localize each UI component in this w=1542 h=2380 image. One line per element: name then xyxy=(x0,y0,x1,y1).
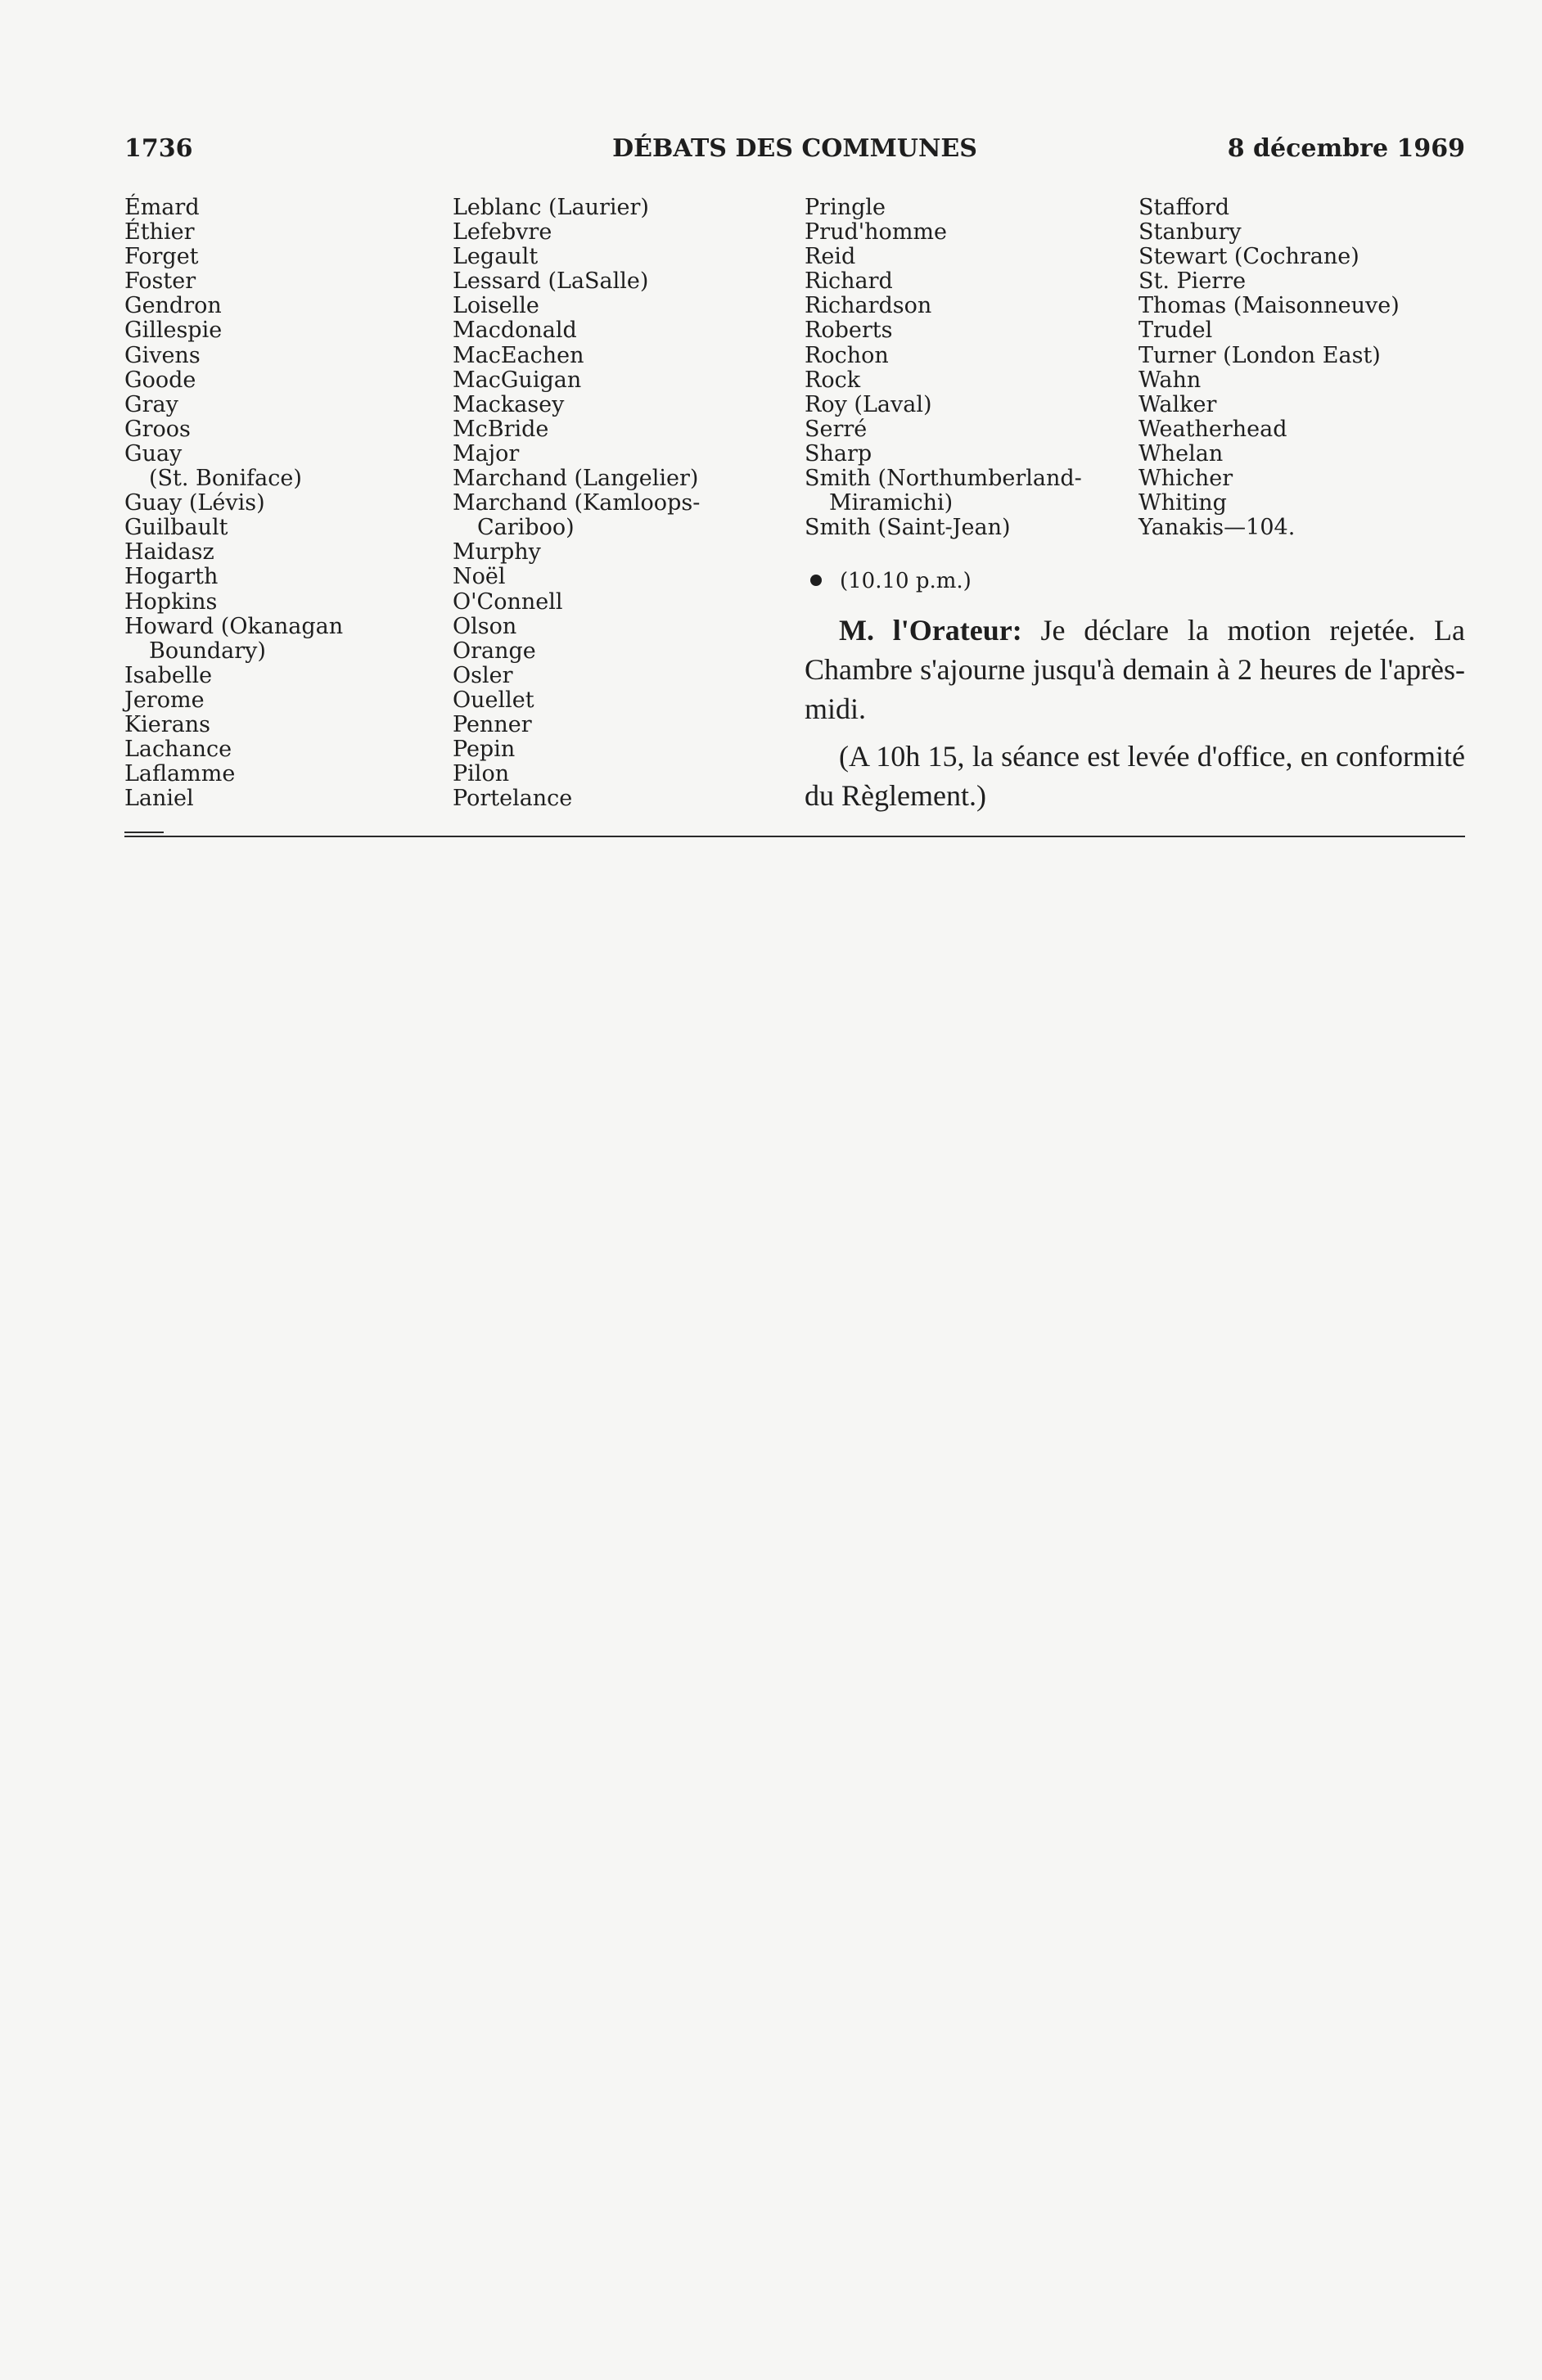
speech-text: Je déclare la motion rejetée. La Chambre s'ajourne jusqu'à demain à 2 heures de l'après-midi. xyxy=(805,614,1465,725)
member-name: Trudel xyxy=(1138,318,1213,344)
member-name: Stewart (Cochrane) xyxy=(1138,244,1359,270)
member-name: Jerome xyxy=(124,687,205,713)
member-name: Howard (Okanagan xyxy=(124,613,344,639)
member-name: Cariboo) xyxy=(477,515,575,541)
name-column-1 xyxy=(124,196,343,811)
member-name: Stafford xyxy=(1138,195,1230,220)
member-name: Marchand (Kamloops- xyxy=(453,490,701,516)
member-name: Loiselle xyxy=(453,293,539,319)
member-name: Richard xyxy=(805,268,893,295)
member-name: Smith (Northumberland- xyxy=(805,466,1082,492)
member-name: Gillespie xyxy=(124,318,223,344)
member-name: Penner xyxy=(453,711,532,737)
member-name: Lefebvre xyxy=(453,219,552,246)
member-name: Pringle xyxy=(805,195,886,220)
member-name: Kierans xyxy=(124,711,211,737)
member-name: MacGuigan xyxy=(453,367,582,393)
section-divider xyxy=(124,836,1465,837)
member-name: St. Pierre xyxy=(1138,268,1247,295)
member-name: Laflamme xyxy=(124,761,236,787)
member-name: Richardson xyxy=(805,293,932,319)
member-name: Lachance xyxy=(124,737,232,763)
member-name: Goode xyxy=(124,367,196,393)
member-name: Rochon xyxy=(805,342,889,368)
member-name: (St. Boniface) xyxy=(149,466,302,492)
member-name: Whicher xyxy=(1138,466,1233,492)
member-name: Prud'homme xyxy=(805,219,947,246)
page-number: 1736 xyxy=(124,134,193,163)
member-name: Wahn xyxy=(1138,367,1202,393)
member-name: Ouellet xyxy=(453,687,534,713)
member-name: Gendron xyxy=(124,293,222,319)
member-name: Haidasz xyxy=(124,539,214,566)
member-name: O'Connell xyxy=(453,588,563,615)
member-name: Portelance xyxy=(453,786,573,812)
member-name: Foster xyxy=(124,268,196,295)
member-name: Stanbury xyxy=(1138,219,1242,246)
member-name: Hogarth xyxy=(124,564,219,590)
member-name: Guay (Lévis) xyxy=(124,490,265,516)
member-name: Guay xyxy=(124,440,183,467)
member-name: Groos xyxy=(124,416,191,442)
name-column-3 xyxy=(805,196,1082,540)
member-name: Orange xyxy=(453,638,536,664)
member-name: Noël xyxy=(453,564,506,590)
member-name: Pepin xyxy=(453,737,516,763)
section-divider-accent xyxy=(124,832,164,833)
member-name: Smith (Saint-Jean) xyxy=(805,515,1011,541)
time-marker xyxy=(810,566,972,596)
member-name: Boundary) xyxy=(149,638,266,664)
member-name: Lessard (LaSalle) xyxy=(453,268,649,295)
member-name: McBride xyxy=(453,416,549,442)
member-name: Thomas (Maisonneuve) xyxy=(1138,293,1400,319)
member-name: Roy (Laval) xyxy=(805,391,932,417)
member-name: Marchand (Langelier) xyxy=(453,466,699,492)
name-column-4 xyxy=(1138,196,1400,540)
closing-note: (A 10h 15, la séance est levée d'office, en conformité du Règlement.) xyxy=(805,740,1465,812)
member-name: Legault xyxy=(453,244,539,270)
page-header xyxy=(124,131,1465,167)
member-name: Serré xyxy=(805,416,868,442)
speech-paragraph xyxy=(805,611,1465,728)
member-name: Roberts xyxy=(805,318,893,344)
member-name: Whelan xyxy=(1138,440,1224,467)
time-marker-text: (10.10 p.m.) xyxy=(840,569,972,593)
member-name: Miramichi) xyxy=(829,490,954,516)
member-name: Yanakis—104. xyxy=(1138,515,1296,541)
member-name: Osler xyxy=(453,662,513,688)
member-name: Hopkins xyxy=(124,588,218,615)
member-name: Isabelle xyxy=(124,662,213,688)
speaker-name: M. l'Orateur: xyxy=(839,614,1022,647)
member-name: Mackasey xyxy=(453,391,565,417)
member-name: Gray xyxy=(124,391,178,417)
member-name: Pilon xyxy=(453,761,510,787)
publication-title: DÉBATS DES COMMUNES xyxy=(612,134,977,163)
publication-date: 8 décembre 1969 xyxy=(1227,134,1465,163)
member-name: Olson xyxy=(453,613,517,639)
member-name: Émard xyxy=(124,195,200,220)
member-name: Guilbault xyxy=(124,515,228,541)
member-name: Major xyxy=(453,440,520,467)
member-name: Éthier xyxy=(124,219,195,246)
member-name: Leblanc (Laurier) xyxy=(453,195,649,220)
member-name: Reid xyxy=(805,244,856,270)
member-name: Givens xyxy=(124,342,201,368)
member-name: Turner (London East) xyxy=(1138,342,1381,368)
member-name: Sharp xyxy=(805,440,872,467)
member-name: Forget xyxy=(124,244,199,270)
member-name: Weatherhead xyxy=(1138,416,1287,442)
member-name: Walker xyxy=(1138,391,1217,417)
member-name: Rock xyxy=(805,367,861,393)
name-column-2 xyxy=(453,196,700,811)
member-name: MacEachen xyxy=(453,342,584,368)
member-name: Macdonald xyxy=(453,318,577,344)
member-name: Whiting xyxy=(1138,490,1227,516)
member-name: Murphy xyxy=(453,539,541,566)
member-name: Laniel xyxy=(124,786,194,812)
bullet-icon xyxy=(810,575,822,586)
